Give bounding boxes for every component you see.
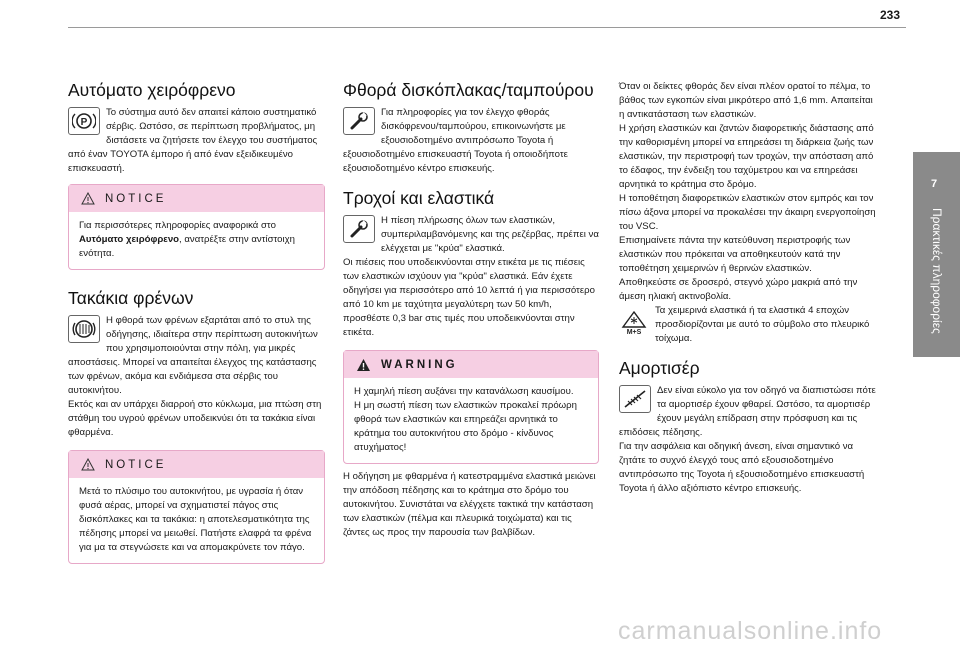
- notice-box-brake-pads: [68, 450, 325, 564]
- svg-text:P: P: [80, 117, 88, 128]
- column-1: [68, 80, 325, 570]
- shocks-text-2: Για την ασφάλεια και οδηγική άνεση, είναι σημαντικό να ζητάτε το συχνό έλεγχό τους από εξουσιοδοτημένο αντιπρόσωπο της Toyota ή εξουσιοδοτημένο επισκευαστή Toyota ή άλλο αξιόπιστο κέντρο επισκευής.: [619, 441, 865, 494]
- discs-text: Για πληροφορίες για τον έλεγχο φθοράς δισκόφρενου/ταμπούρου, επικοινωνήστε με εξουσιοδοτημένο αντιπρόσωπο Toyota ή εξουσιοδοτημένο επισκευαστή Toyota ή οποιοδήποτε εξουσιοδοτημένο κέντρο επισκευής.: [343, 107, 568, 174]
- section-title-parking-brake: Αυτόματο χειρόφρενο: [68, 80, 236, 100]
- page-number: 233: [880, 8, 901, 22]
- snow-mountain-icon: [619, 306, 649, 336]
- watermark: carmanualsonline.info: [618, 617, 883, 645]
- chapter-title: Πρακτικές πληροφορίες: [930, 208, 944, 334]
- tyres-col3-p6: Τα χειμερινά ελαστικά ή τα ελαστικά 4 εποχών προσδιορίζονται με αυτό το σύμβολο στο πλευρικό τοίχωμα.: [655, 305, 870, 344]
- column-2: [343, 80, 599, 540]
- tyres-text-3: Η οδήγηση με φθαρμένα ή κατεστραμμένα ελαστικά μειώνει την απόδοση πέδησης και το κράτημα στο δρόμο του αυτοκινήτου. Συνιστάται να ελέγχετε τακτικά την κατάσταση των ελαστικών (πέλμα και πλευρικά τοιχώματα) και τις ζάντες ως προς την παρουσία των βαλβίδων.: [343, 471, 596, 538]
- column-3: [619, 80, 877, 496]
- tyres-col3-p3: Η τοποθέτηση διαφορετικών ελαστικών στον εμπρός και τον πίσω άξονα μπορεί να προκαλέσει την άκαιρη ενεργοποίηση του VSC.: [619, 193, 876, 232]
- notice-triangle-icon: [81, 192, 95, 205]
- tyres-text-1: Η πίεση πλήρωσης όλων των ελαστικών, συμπεριλαμβανόμενης και της ρεζέρβας, πρέπει να ελέγχεται με "κρύα" ελαστικά.: [381, 215, 599, 254]
- tyres-col3-p1: Όταν οι δείκτες φθοράς δεν είναι πλέον ορατοί το πέλμα, το βάθος των εγκοπών είναι μικρότερο από 1,6 mm. Απαιτείται η αντικατάσταση των ελαστικών.: [619, 81, 873, 120]
- brake-pads-icon: [68, 315, 100, 343]
- notice-title: NOTICE: [105, 192, 167, 205]
- shocks-text-1: Δεν είναι εύκολο για τον οδηγό να διαπιστώσει πότε τα αμορτισέρ έχουν φθαρεί. Ωστόσο, τα αμορτισέρ έχουν μεγάλη επίδραση στην πρόσφυση και τις επιδόσεις πέδησης.: [619, 385, 876, 438]
- notice-title: NOTICE: [105, 458, 167, 471]
- warning-text-2: Η μη σωστή πίεση των ελαστικών προκαλεί πρόωρη φθορά των ελαστικών και επηρεάζει αρνητικά το κράτημα του αυτοκινήτου στο δρόμο - κίνδυνος ατυχήματος!: [354, 400, 577, 453]
- section-title-discs: Φθορά δισκόπλακας/ταμπούρου: [343, 80, 594, 100]
- notice-text-b: , ανατρέξτε στην αντίστοιχη ενότητα.: [79, 234, 296, 259]
- wrench-icon: [343, 215, 375, 243]
- warning-triangle-icon: [356, 358, 371, 372]
- section-title-brake-pads: Τακάκια φρένων: [68, 288, 194, 308]
- brake-pads-text-1: Η φθορά των φρένων εξαρτάται από το στυλ της οδήγησης, ιδιαίτερα στην περίπτωση αυτοκινήτων που χρησιμοποιούνται στην πόλη, για μικρές αποστάσεις. Μπορεί να απαιτείται έλεγχος της κατάστασης των φρένων, ακόμα και ενδιάμεσα στα σέρβις του αυτοκινήτου.: [68, 315, 318, 396]
- warning-text-1: Η χαμηλή πίεση αυξάνει την κατανάλωση καυσίμου.: [354, 386, 574, 397]
- notice-text-pads: Μετά το πλύσιμο του αυτοκινήτου, με υγρασία ή όταν φυσά αέρας, μπορεί να σχηματιστεί πάγος στις δισκόπλακες και τα τακάκια: η αποτελεσματικότητα της πέδησης μπορεί να μειωθεί. Πατήστε ελαφρά τα φρένα για μα τα στεγνώσετε και να απομακρύνετε τον πάγο.: [79, 486, 312, 553]
- parking-brake-text: Το σύστημα αυτό δεν απαιτεί κάποιο συστηματικό σέρβις. Ωστόσο, σε περίπτωση προβλήματος, μη διστάσετε να ζητήσετε τον έλεγχο του συστήματος από έναν TOYOTA έμπορο ή από έναν εξειδικευμένο επισκευαστή.: [68, 107, 318, 174]
- parking-brake-icon: [68, 107, 100, 135]
- chapter-number: 7: [931, 178, 938, 190]
- warning-box-tyres: [343, 350, 599, 464]
- ms-label: M+S: [626, 329, 642, 335]
- tyres-col3-p4: Επισημαίνετε πάντα την κατεύθυνση περιστροφής των ελαστικών που πρόκειται να αποθηκευτούν κατά την τοποθέτηση χειμερινών ή θερινών ελαστικών.: [619, 235, 851, 274]
- notice-triangle-icon: [81, 458, 95, 471]
- section-title-tyres: Τροχοί και ελαστικά: [343, 188, 495, 208]
- tyres-text-2: Οι πιέσεις που υποδεικνύονται στην ετικέτα με τις πιέσεις των ελαστικών ισχύουν για "κρύα" ελαστικά. Εάν έχετε οδηγήσει για περισσότερο από 10 λεπτά ή για περισσότερο από 10 km με ταχύτητα μεγαλύτερη των 50 km/h, προσθέστε 0,3 bar στις τιμές που υποδεικνύονται στην ετικέτα.: [343, 257, 595, 338]
- notice-text-a: Για περισσότερες πληροφορίες αναφορικά στο: [79, 220, 276, 231]
- wrench-icon: [343, 107, 375, 135]
- notice-box-parking-brake: [68, 184, 325, 270]
- header-rule: [68, 27, 906, 28]
- notice-bold: Αυτόματο χειρόφρενο: [79, 234, 180, 245]
- tyres-col3-p2: Η χρήση ελαστικών και ζαντών διαφορετικής διάστασης από την καθορισμένη μπορεί να επηρεάσει τη διάρκεια ζωής των ελαστικών, την περιστροφή των τροχών, την απόσταση από το έδαφος, την ένδειξη του ταχύμετρου και να επηρεάσει αρνητικά το κράτημα στο δρόμο.: [619, 123, 874, 190]
- warning-title: WARNING: [381, 358, 458, 371]
- tyres-col3-p5: Αποθηκεύστε σε δροσερό, στεγνό χώρο μακριά από την άμεση ηλιακή ακτινοβολία.: [619, 277, 858, 302]
- section-title-shocks: Αμορτισέρ: [619, 358, 700, 378]
- shock-absorber-icon: [619, 385, 651, 413]
- brake-pads-text-2: Εκτός και αν υπάρχει διαρροή στο κύκλωμα, μια πτώση στη στάθμη του υγρού φρένων υποδεικνύει ότι τα τακάκια είναι φθαρμένα.: [68, 399, 322, 438]
